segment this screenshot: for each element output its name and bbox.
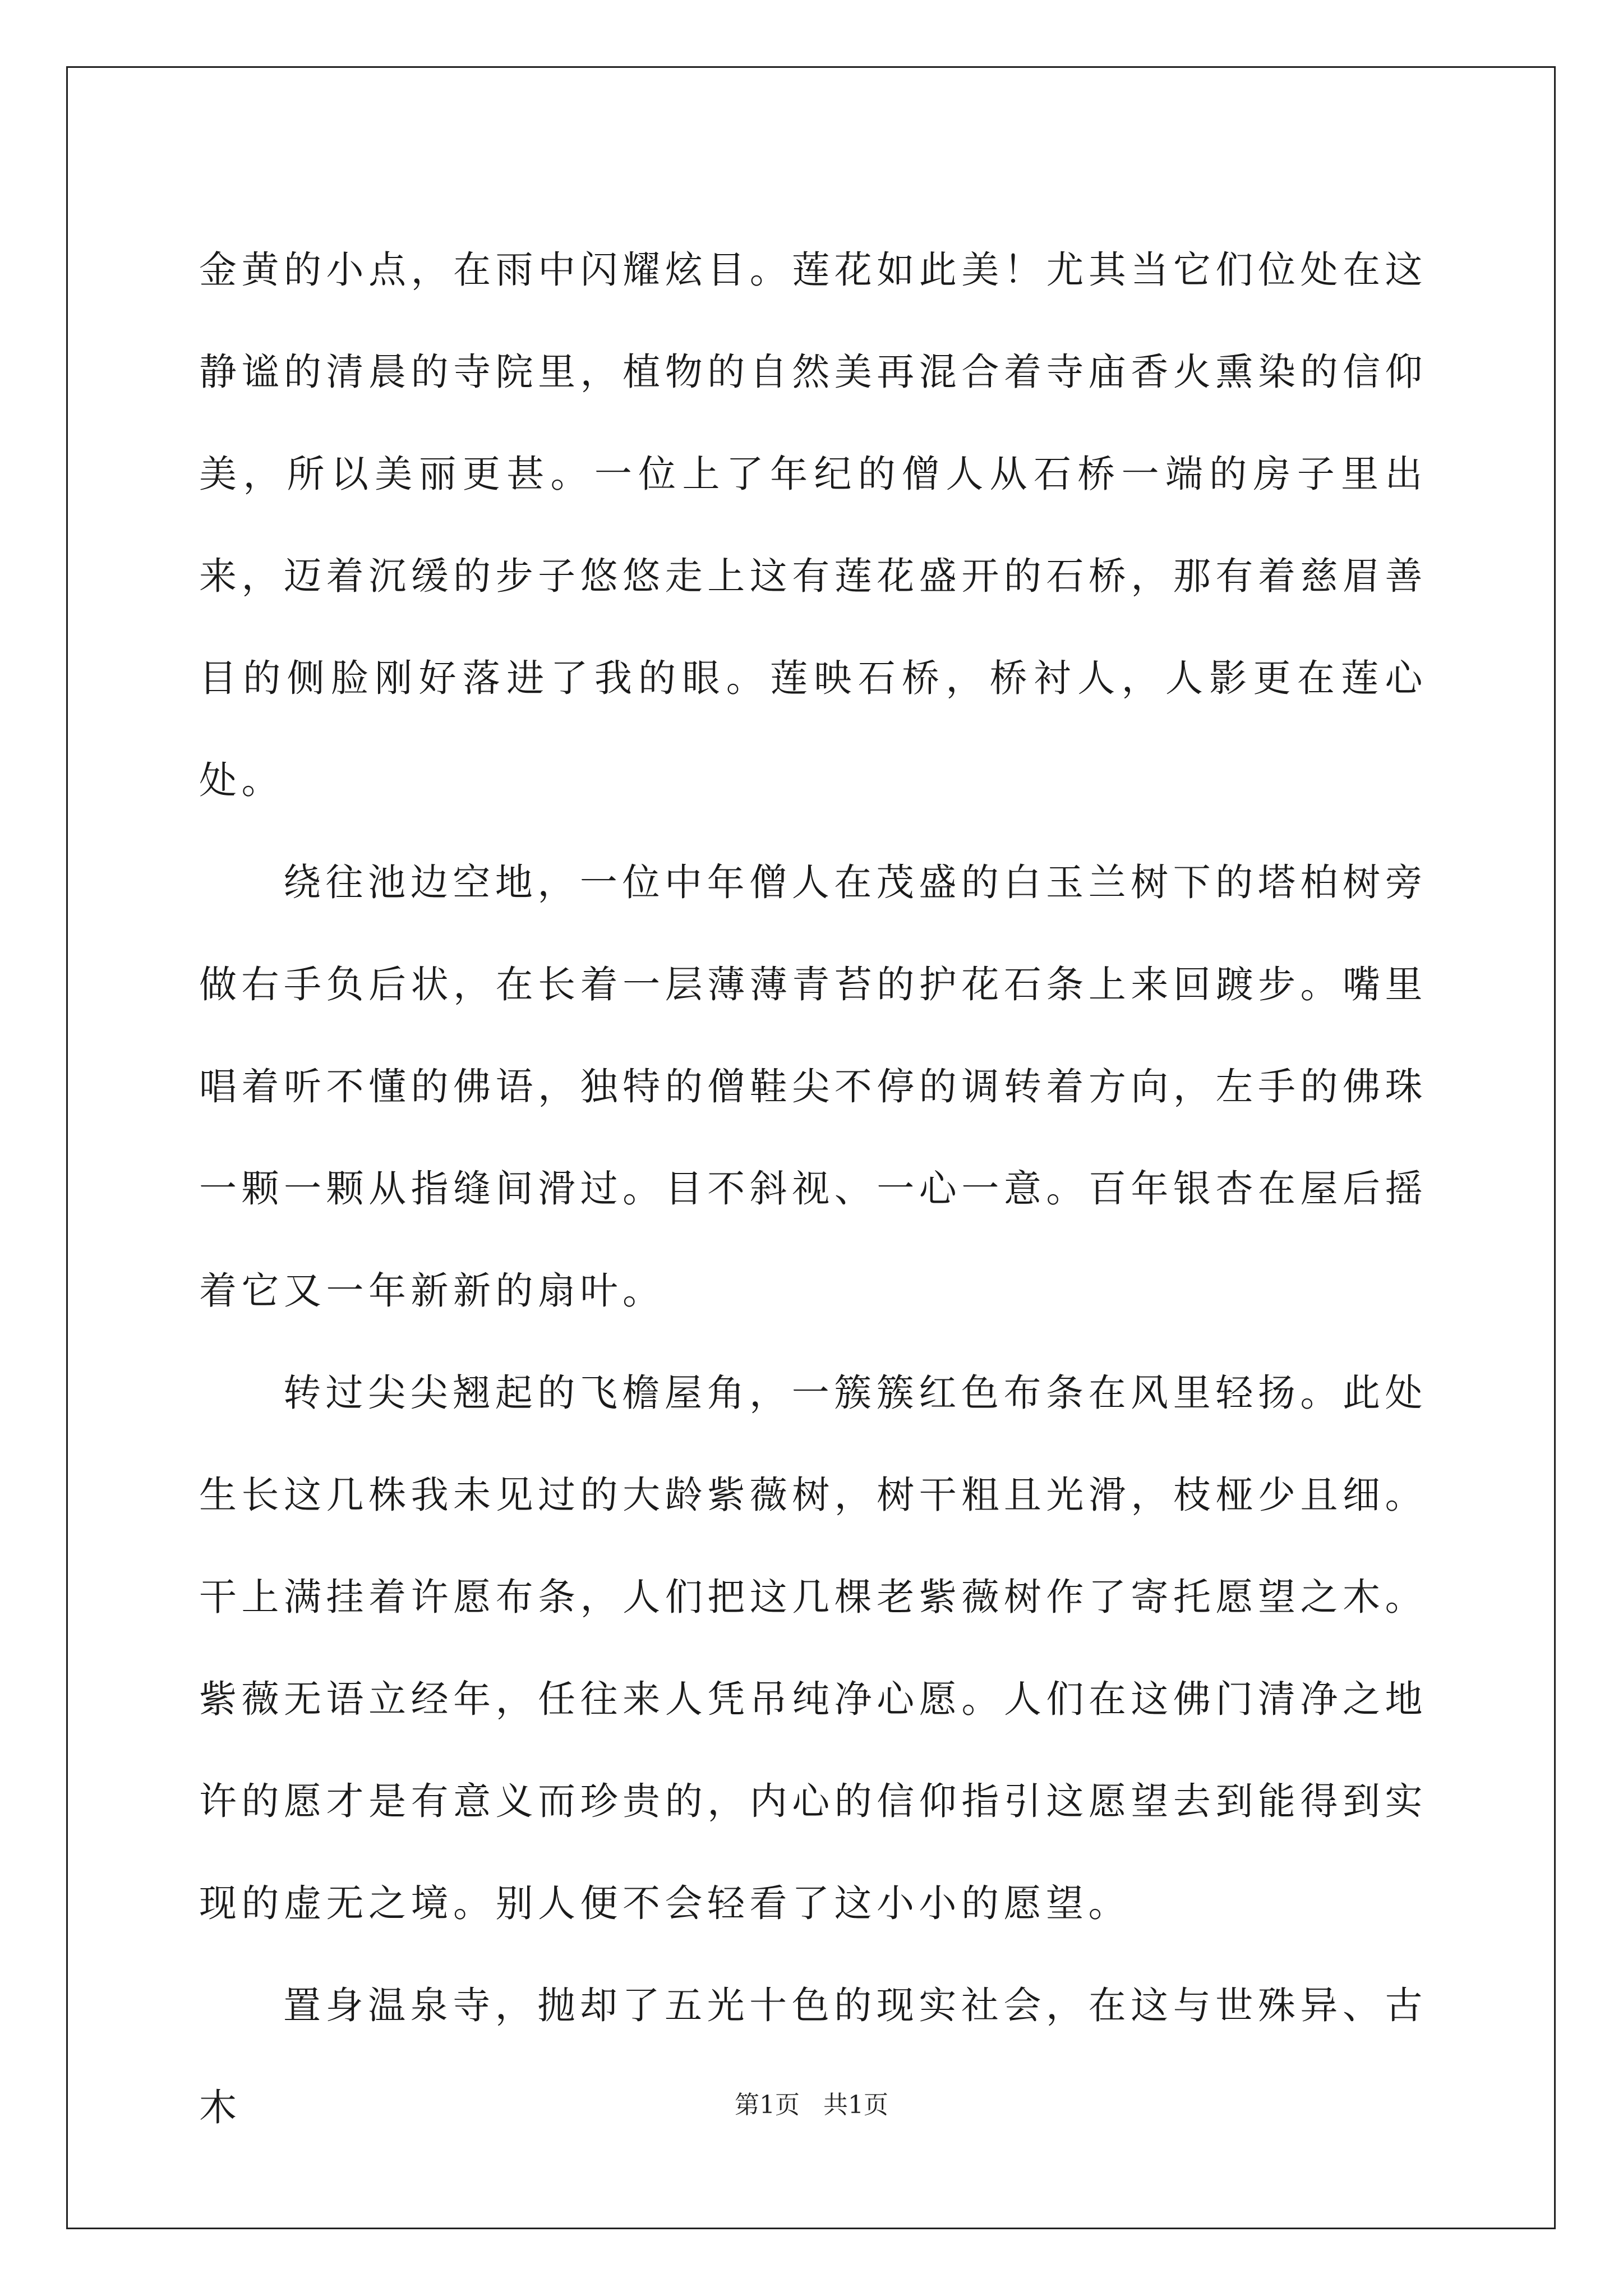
paragraph-1: 金黄的小点，在雨中闪耀炫目。莲花如此美！尤其当它们位处在这静谧的清晨的寺院里，植物的自然美再混合着寺庙香火熏染的信仰美，所以美丽更甚。一位上了年纪的僧人从石桥一端的房子里出来，迈着沉缓的步子悠悠走上这有莲花盛开的石桥，那有着慈眉善目的侧脸刚好落进了我的眼。莲映石桥，桥衬人，人影更在莲心处。	[199, 248, 1427, 802]
paragraph-3: 转过尖尖翘起的飞檐屋角，一簇簇红色布条在风里轻扬。此处生长这几株我未见过的大龄紫薇树，树干粗且光滑，枝桠少且细。干上满挂着许愿布条，人们把这几棵老紫薇树作了寄托愿望之木。紫薇无语立经年，任往来人凭吊纯净心愿。人们在这佛门清净之地许的愿才是有意义而珍贵的，内心的信仰指引这愿望去到能得到实现的虚无之境。别人便不会轻看了这小小的愿望。	[199, 1371, 1427, 1925]
paragraph-2: 绕往池边空地，一位中年僧人在茂盛的白玉兰树下的塔柏树旁做右手负后状，在长着一层薄薄青苔的护花石条上来回踱步。嘴里唱着听不懂的佛语，独特的僧鞋尖不停的调转着方向，左手的佛珠一颗一颗从指缝间滑过。目不斜视、一心一意。百年银杏在屋后摇着它又一年新新的扇叶。	[199, 861, 1427, 1313]
document-body	[199, 219, 1427, 2159]
page-number-footer: 第1页 共1页	[735, 2091, 888, 2119]
paragraph-4: 置身温泉寺，抛却了五光十色的现实社会，在这与世殊异、古木	[199, 1984, 1427, 2129]
